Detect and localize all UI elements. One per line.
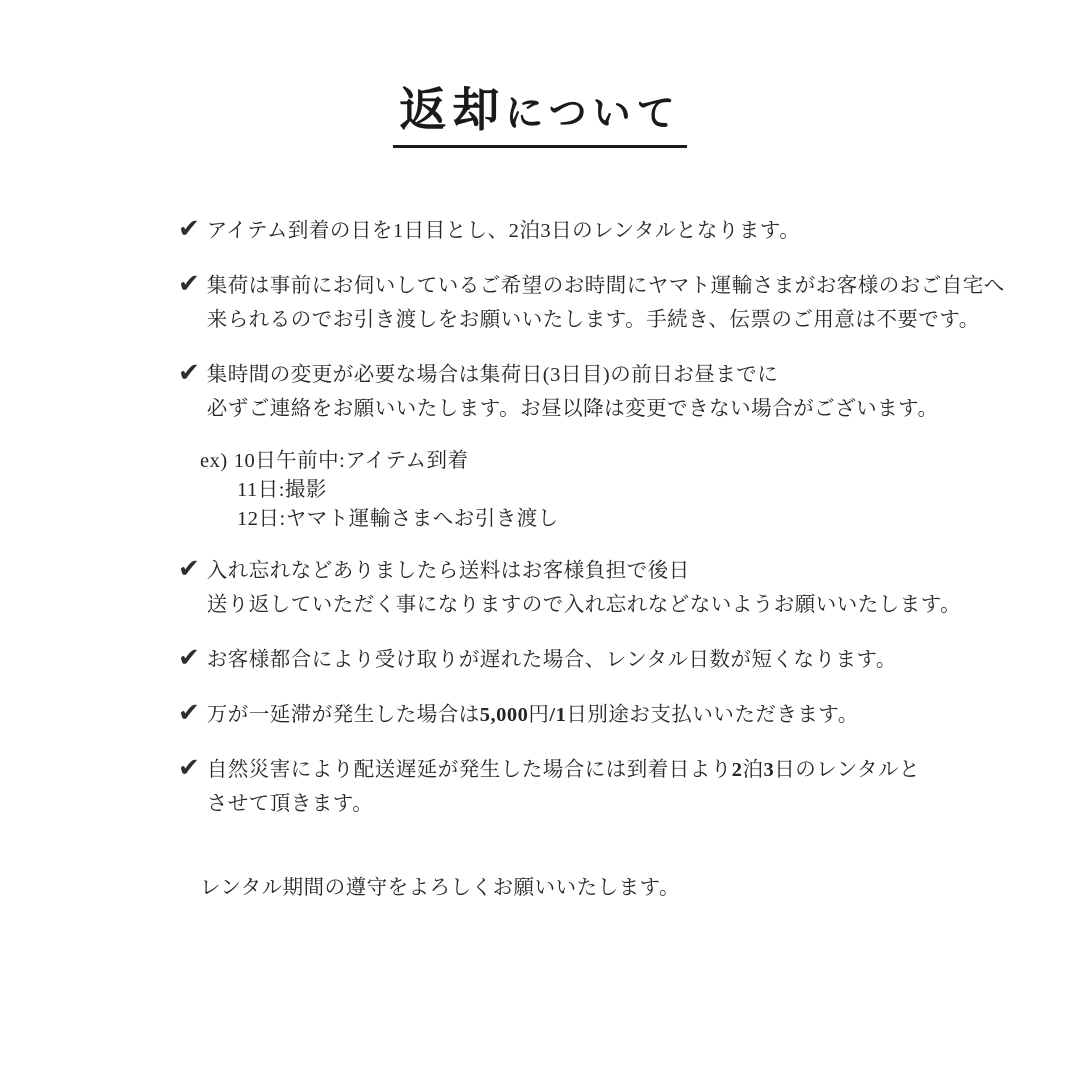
text-segment: 日のレンタルと [774,758,920,781]
example-line: 11日:撮影 [237,478,327,501]
check-icon: ✔ [178,357,200,388]
text-segment: 3 [763,758,775,781]
title-area [0,0,1080,170]
text-line: 入れ忘れなどありましたら送料はお客様負担で後日 [206,559,690,582]
list-item [178,753,938,821]
check-icon: ✔ [178,553,200,584]
page-title-main: 返却 [399,85,506,138]
list-item [178,698,938,732]
example-line [200,447,938,476]
list-item [178,553,962,622]
list-item-text [207,554,961,622]
list-item-text [207,643,897,677]
check-icon: ✔ [178,697,200,728]
text-line [207,698,859,732]
text-segment: 2 [731,758,743,781]
page-title-sub: について [505,93,681,136]
list-item-text [207,214,800,248]
example-line: 12日:ヤマト運輸さまへお引き渡し [237,507,559,530]
text-segment: 円 [528,703,550,726]
text-segment: 自然災害により配送遅延が発生した場合には到着日より [206,758,732,781]
check-icon: ✔ [178,642,200,673]
text-line: 来られるのでお引き渡しをお願いいたします。手続き、伝票のご用意は不要です。 [206,308,980,331]
list-item [178,643,938,677]
text-segment: 万が一延滞が発生した場合は [206,703,480,726]
text-segment: 10日午前中:アイテム到着 [233,449,469,472]
example-block [200,447,938,534]
notice-list [178,213,1005,900]
text-line: 集荷は事前にお伺いしているご希望のお時間にヤマト運輸さまがお客様のおご自宅へ [206,274,1005,297]
text-line: お客様都合により受け取りが遅れた場合、レンタル日数が短くなります。 [206,648,897,671]
closing-note: レンタル期間の遵守をよろしくお願いいたします。 [200,876,681,899]
list-item-text [207,753,920,821]
text-line: 必ずご連絡をお願いいたします。お昼以降は変更できない場合がございます。 [206,397,939,420]
check-icon: ✔ [178,213,200,244]
list-item-text [207,358,939,426]
list-item [178,358,938,426]
list-item [178,214,938,248]
check-icon: ✔ [178,752,200,783]
text-line [207,753,920,787]
list-item-text [207,269,1005,337]
list-item [178,268,1005,337]
text-segment: 5,000 [479,703,529,726]
text-segment: /1 [549,703,567,726]
text-line: アイテム到着の日を1日目とし、2泊3日のレンタルとなります。 [206,219,801,242]
page-title [393,73,686,148]
text-segment: 泊 [742,758,764,781]
example-prefix: ex) [200,449,228,472]
check-icon: ✔ [178,268,200,299]
text-line: 送り返していただく事になりますので入れ忘れなどないようお願いいたします。 [206,593,962,616]
list-item-text [207,698,859,732]
text-segment: 日別途お支払いいただきます。 [566,703,859,726]
text-line: させて頂きます。 [206,792,374,815]
text-line: 集時間の変更が必要な場合は集荷日(3日目)の前日お昼までに [206,363,779,386]
